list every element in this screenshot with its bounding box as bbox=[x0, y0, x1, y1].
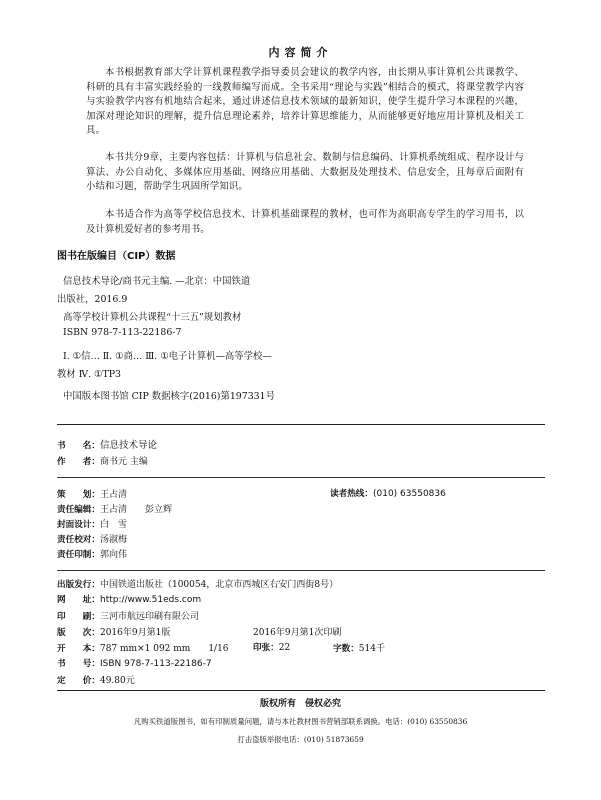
intro-paragraph-3: 本书适合作为高等学校信息技术、计算机基础课程的教材，也可作为高职高专学生的学习用书，以及计算机爱好者的参考用书。 bbox=[86, 209, 524, 235]
word-count-value: 514千 bbox=[358, 644, 385, 654]
printer-row bbox=[57, 609, 199, 622]
price-row bbox=[57, 673, 135, 686]
publisher-label: 出版发行： bbox=[57, 580, 100, 590]
cip-line: ISBN 978-7-113-22186-7 bbox=[63, 327, 182, 338]
format-label: 开 本： bbox=[57, 644, 100, 654]
intro-paragraph-1: 本书根据教育部大学计算机课程教学指导委员会建议的教学内容，由长期从事计算机公共课教学、科研的具有丰富实践经验的一线教师编写而成。全书采用“理论与实践”相结合的模式，将课堂教学内容与实验教学内容有机地结合起来，通过讲述信息技术领域的最新知识，使学生提升学习本课程的兴趣，加深对理论知识的理解，提升信息理论素养，培养计算思维能力，从而能够更好地应用计算机及相关工具。 bbox=[86, 67, 524, 136]
printer-value: 三河市航远印刷有限公司 bbox=[99, 612, 199, 622]
quality-notice: 凡购买铁道版图书，如有印制质量问题，请与本社教材图书营销部联系调换。电话：(010) 63550836 bbox=[133, 717, 468, 726]
cover-design-value: 白 雪 bbox=[99, 520, 127, 530]
book-title-row bbox=[57, 437, 157, 451]
copyright-notice: 版权所有 侵权必究 bbox=[259, 699, 341, 709]
cover-design-row bbox=[57, 517, 127, 530]
print-manager-label: 责任印制： bbox=[57, 550, 100, 560]
website-value: http://www.51eds.com bbox=[99, 595, 202, 605]
planner-row bbox=[57, 487, 127, 500]
cip-line: 信息技术导论/商书元主编. —北京：中国铁道 bbox=[63, 276, 251, 287]
divider bbox=[57, 477, 545, 478]
divider bbox=[57, 570, 545, 571]
hotline-label: 读者热线： bbox=[330, 489, 373, 499]
website-row bbox=[57, 593, 201, 605]
isbn-label: 书 号： bbox=[57, 659, 100, 669]
editor-row bbox=[57, 502, 172, 515]
proofreader-label: 责任校对： bbox=[57, 535, 100, 545]
author-value: 商书元 主编 bbox=[99, 457, 148, 467]
impression-value: 2016年9月第1次印刷 bbox=[253, 628, 342, 638]
divider bbox=[57, 424, 545, 425]
book-title-label: 书 名： bbox=[57, 441, 100, 451]
edition-label: 版 次： bbox=[57, 628, 100, 638]
cip-line: 教材 Ⅳ. ①TP3 bbox=[57, 369, 121, 380]
cip-heading: 图书在版编目（CIP）数据 bbox=[57, 251, 176, 262]
website-label: 网 址： bbox=[57, 595, 100, 605]
cip-record-number: 中国版本图书馆 CIP 数据核字(2016)第197331号 bbox=[63, 391, 275, 402]
publisher-value: 中国铁道出版社（100054，北京市西城区右安门西街8号） bbox=[99, 580, 339, 590]
editor-value: 王占清 彭立辉 bbox=[99, 505, 172, 515]
format-row bbox=[57, 641, 229, 654]
author-label: 作 者： bbox=[57, 457, 100, 467]
price-value: 49.80元 bbox=[99, 676, 135, 686]
editor-label: 责任编辑： bbox=[57, 505, 100, 515]
word-count-label: 字数： bbox=[333, 644, 359, 654]
piracy-hotline: 打击盗版举报电话：(010) 51873659 bbox=[237, 735, 364, 744]
edition-row bbox=[57, 625, 170, 638]
proofreader-row bbox=[57, 532, 127, 545]
hotline-value: (010) 63550836 bbox=[372, 489, 446, 499]
author-row bbox=[57, 454, 148, 467]
intro-paragraph-2: 本书共分9章，主要内容包括：计算机与信息社会、数制与信息编码、计算机系统组成、程序设计与算法、办公自动化、多媒体应用基础、网络应用基础、大数据及处理技术、信息安全，且每章后面附有小结和习题，帮助学生巩固所学知识。 bbox=[86, 152, 524, 192]
book-title-value: 信息技术导论 bbox=[99, 440, 157, 451]
publisher-row bbox=[57, 577, 338, 590]
page-title: 内容简介 bbox=[268, 46, 333, 59]
sheets-value: 22 bbox=[278, 643, 291, 653]
edition-value: 2016年9月第1版 bbox=[99, 628, 171, 638]
print-manager-row bbox=[57, 547, 127, 560]
divider bbox=[57, 690, 545, 691]
planner-value: 王占清 bbox=[99, 490, 127, 500]
isbn-row bbox=[57, 657, 212, 669]
word-count-row bbox=[333, 641, 385, 654]
format-value: 787 mm×1 092 mm 1/16 bbox=[99, 644, 229, 654]
sheets-label: 印张： bbox=[253, 643, 279, 653]
isbn-value: ISBN 978-7-113-22186-7 bbox=[99, 659, 212, 669]
print-manager-value: 郭向伟 bbox=[99, 550, 127, 560]
planner-label: 策 划： bbox=[57, 490, 100, 500]
price-label: 定 价： bbox=[57, 676, 100, 686]
cip-line: Ⅰ. ①信… Ⅱ. ①商… Ⅲ. ①电子计算机—高等学校— bbox=[63, 351, 272, 362]
sheets-row bbox=[253, 641, 290, 653]
proofreader-value: 汤淑梅 bbox=[99, 535, 127, 545]
cip-line: 高等学校计算机公共课程“十三五”规划教材 bbox=[63, 312, 242, 323]
cover-design-label: 封面设计： bbox=[57, 520, 100, 530]
cip-line: 出版社，2016.9 bbox=[57, 294, 128, 305]
printer-label: 印 刷： bbox=[57, 612, 100, 622]
hotline-row bbox=[330, 487, 446, 499]
